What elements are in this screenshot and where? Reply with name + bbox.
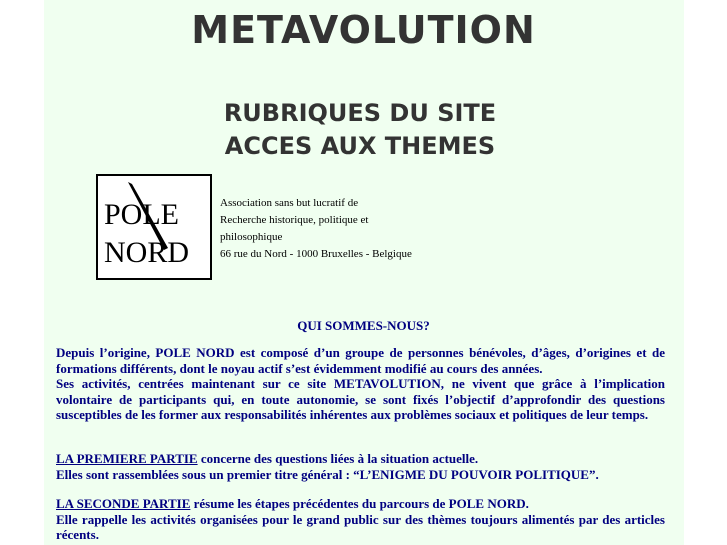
logo-text-pole: POLE xyxy=(104,198,179,231)
association-line: Recherche historique, politique et xyxy=(220,214,369,226)
logo-text-nord: NORD xyxy=(104,236,190,269)
association-info xyxy=(220,195,480,263)
who-are-we-heading: QUI SOMMES-NOUS? xyxy=(297,318,430,333)
first-part-text: concerne des questions liées à la situation actuelle. xyxy=(197,451,479,466)
first-part-link[interactable]: LA PREMIERE PARTIE xyxy=(56,451,198,466)
part-two-section xyxy=(56,496,665,543)
association-address: 66 rue du Nord - 1000 Bruxelles - Belgique xyxy=(220,248,412,260)
first-part-detail: Elles sont rassemblées sous un premier titre général : “L’ENIGME DU POUVOIR POLITIQUE”. xyxy=(56,466,599,482)
second-part-detail: Elle rappelle les activités organisées pour le grand public sur des thèmes toujours alimentés par des articles récents. xyxy=(56,511,665,542)
intro-paragraph: Depuis l’origine, POLE NORD est composé d’un groupe de personnes bénévoles, d’âges, d’origines et de formations différents, dont le noyau actif s’est évidemment modifié au cours des années. xyxy=(56,345,665,376)
intro-section xyxy=(56,345,665,423)
association-line: Association sans but lucratif de xyxy=(220,197,359,209)
part-one-section xyxy=(56,451,665,482)
themes-heading: ACCES AUX THEMES xyxy=(224,132,496,160)
second-part-link[interactable]: LA SECONDE PARTIE xyxy=(56,496,191,511)
rubric-heading: RUBRIQUES DU SITE xyxy=(223,99,497,127)
pole-nord-logo-graphic xyxy=(98,176,210,278)
pole-nord-logo xyxy=(96,174,212,280)
association-line: philosophique xyxy=(220,231,283,243)
second-part-text: résume les étapes précédentes du parcours de POLE NORD. xyxy=(190,496,529,511)
site-title: METAVOLUTION xyxy=(191,8,536,52)
activities-paragraph: Ses activités, centrées maintenant sur ce site METAVOLUTION, ne vivent que grâce à l’implication volontaire de participants qui, en toute autonomie, se sont fixés l’objectif d’approfondir des questions susceptibles de les former aux responsabilités inhérentes aux problèmes sociaux et politiques de leur temps. xyxy=(56,376,665,422)
